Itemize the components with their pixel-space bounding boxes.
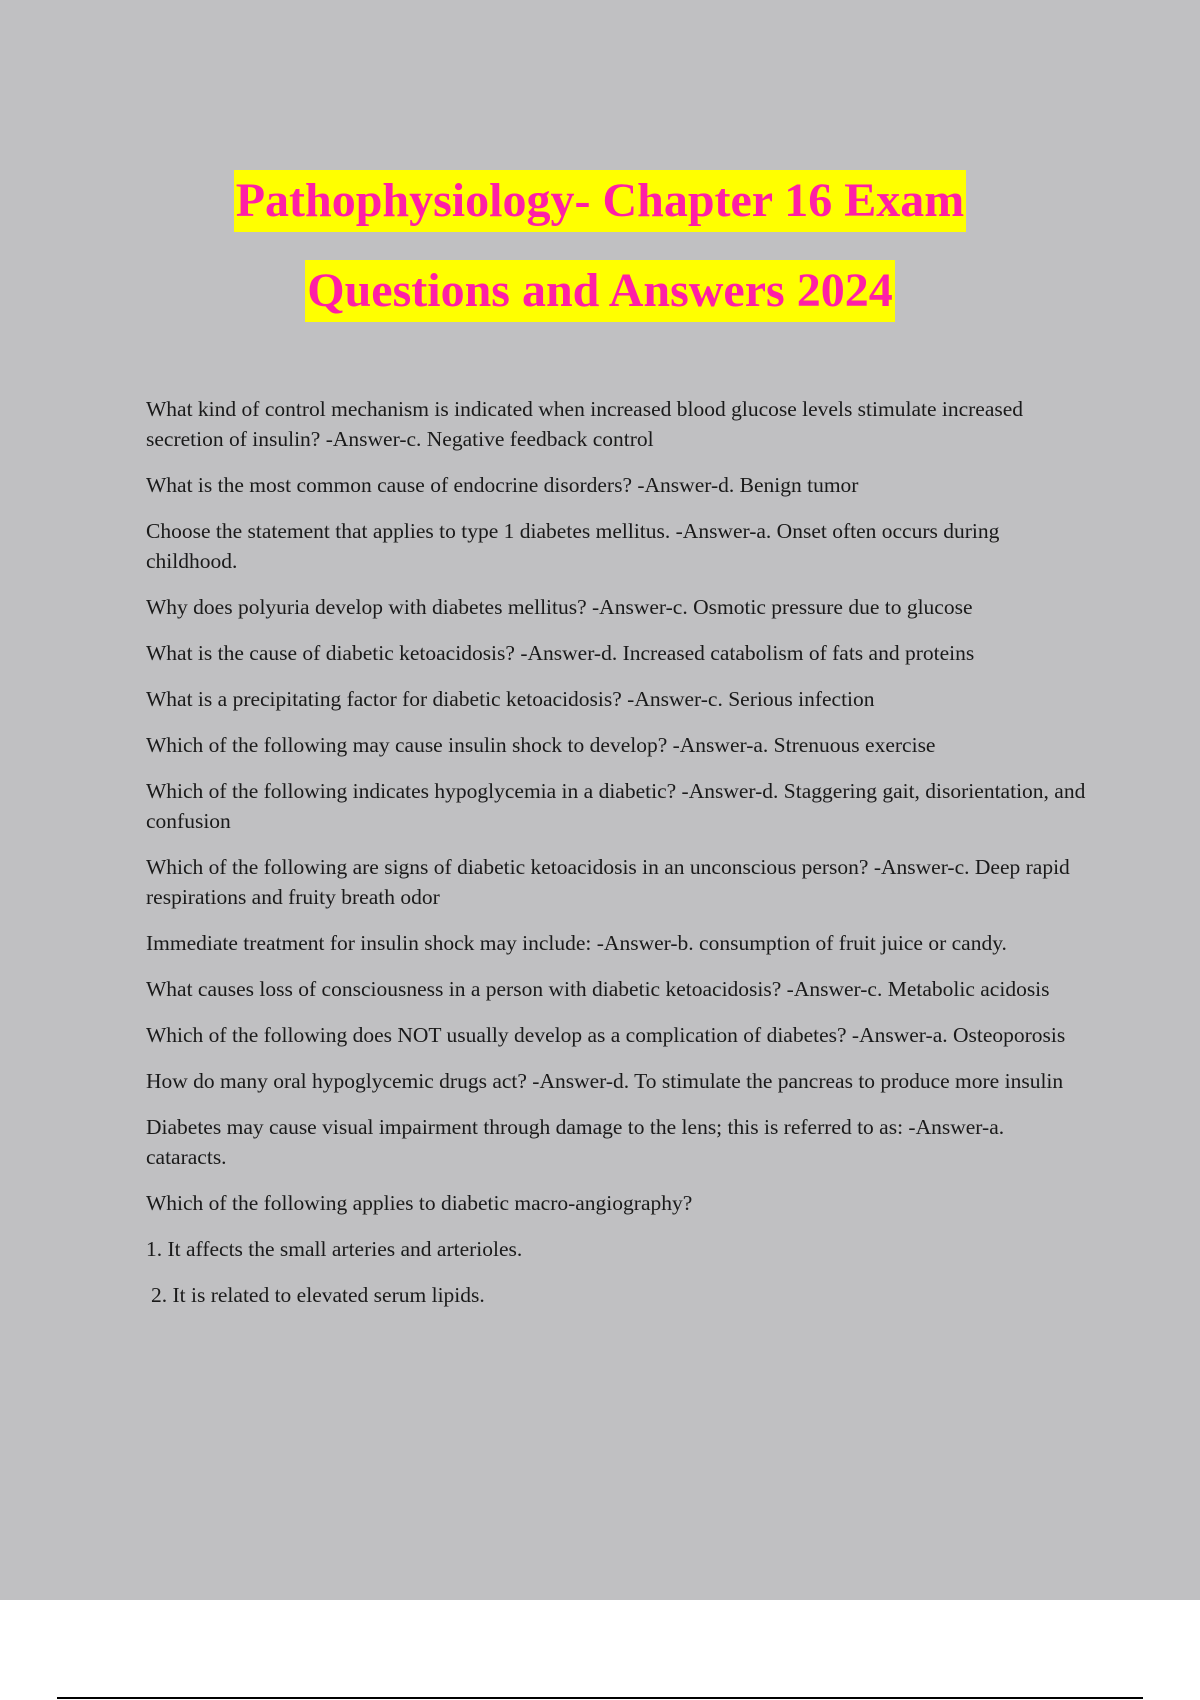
title-line-2: Questions and Answers 2024 bbox=[305, 260, 894, 322]
title-line-1: Pathophysiology- Chapter 16 Exam bbox=[234, 170, 967, 232]
qa-item: What is the most common cause of endocrine disorders? -Answer-d. Benign tumor bbox=[146, 473, 859, 497]
qa-item: What causes loss of consciousness in a person with diabetic ketoacidosis? -Answer-c. Metabolic acidosis bbox=[146, 977, 1050, 1001]
qa-item: Immediate treatment for insulin shock may include: -Answer-b. consumption of fruit juice or candy. bbox=[146, 931, 1007, 955]
qa-item: Which of the following indicates hypoglycemia in a diabetic? -Answer-d. Staggering gait, disorientation, and confusion bbox=[146, 779, 1086, 833]
footer-divider bbox=[57, 1697, 1143, 1699]
qa-item: Which of the following applies to diabetic macro-angiography? bbox=[146, 1191, 693, 1215]
numbered-option-2: 2. It is related to elevated serum lipids. bbox=[151, 1283, 485, 1307]
question-list bbox=[146, 394, 1086, 1326]
qa-item: Which of the following does NOT usually develop as a complication of diabetes? -Answer-a. Osteoporosis bbox=[146, 1023, 1066, 1047]
qa-item: What kind of control mechanism is indicated when increased blood glucose levels stimulate increased secretion of insulin? -Answer-c. Negative feedback control bbox=[146, 397, 1024, 451]
page-title bbox=[0, 170, 1200, 322]
qa-item: Which of the following are signs of diabetic ketoacidosis in an unconscious person? -Answer-c. Deep rapid respirations and fruity breath odor bbox=[146, 855, 1070, 909]
numbered-option-1: 1. It affects the small arteries and arterioles. bbox=[146, 1237, 523, 1261]
qa-item: What is the cause of diabetic ketoacidosis? -Answer-d. Increased catabolism of fats and proteins bbox=[146, 641, 975, 665]
qa-item: Choose the statement that applies to type 1 diabetes mellitus. -Answer-a. Onset often occurs during childhood. bbox=[146, 519, 1000, 573]
qa-item: Which of the following may cause insulin shock to develop? -Answer-a. Strenuous exercise bbox=[146, 733, 936, 757]
qa-item: How do many oral hypoglycemic drugs act? -Answer-d. To stimulate the pancreas to produce more insulin bbox=[146, 1069, 1064, 1093]
qa-item: Why does polyuria develop with diabetes mellitus? -Answer-c. Osmotic pressure due to glucose bbox=[146, 595, 973, 619]
qa-item: Diabetes may cause visual impairment through damage to the lens; this is referred to as: -Answer-a. cataracts. bbox=[146, 1115, 1005, 1169]
qa-item: What is a precipitating factor for diabetic ketoacidosis? -Answer-c. Serious infection bbox=[146, 687, 875, 711]
